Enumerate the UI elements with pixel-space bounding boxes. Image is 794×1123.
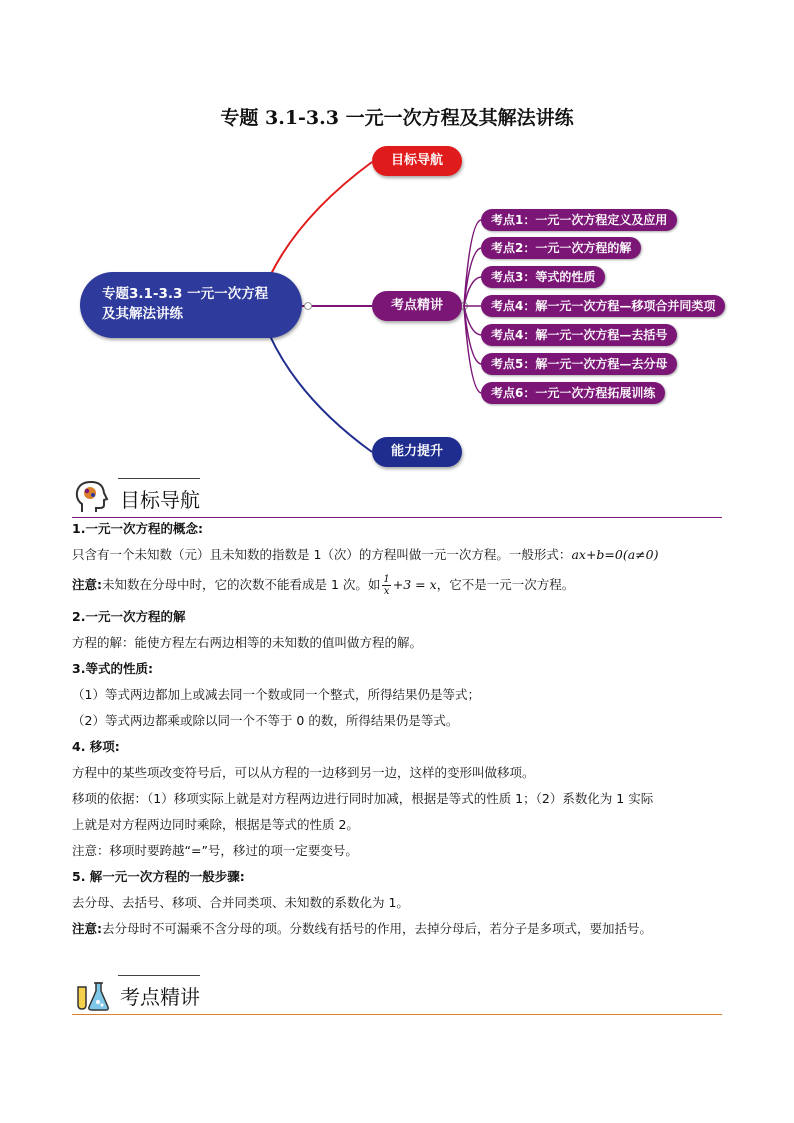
mindmap-connectors <box>0 0 794 480</box>
brain-head-icon <box>72 478 112 516</box>
note <box>72 916 732 942</box>
formula: ax+b=0(a≠0) <box>571 547 659 562</box>
note-label: 注意: <box>72 921 102 936</box>
paragraph: 方程中的某些项改变符号后，可以从方程的一边移到另一边，这样的变形叫做移项。 <box>72 765 535 780</box>
text: 只含有一个未知数（元）且未知数的指数是 1（次）的方程叫做一元一次方程。一般形式： <box>72 547 572 562</box>
leaf-point-5: 考点5：解一元一次方程—去分母 <box>481 353 677 375</box>
mindmap-hub: 专题3.1-3.3 一元一次方程及其解法讲练 <box>80 272 302 338</box>
list-item: （1）等式两边都加上或减去同一个数或同一个整式，所得结果仍是等式； <box>72 687 480 702</box>
leaf-point-4b: 考点4：解一元一次方程—去括号 <box>481 324 677 346</box>
section-heading-goal-navigation <box>72 478 722 518</box>
branch-goal-navigation: 目标导航 <box>372 146 462 176</box>
section-title: 考点精讲 <box>120 985 200 1009</box>
note-label: 注意: <box>72 577 102 592</box>
page-title: 专题 3.1-3.3 一元一次方程及其解法讲练 <box>220 107 574 129</box>
leaf-point-1: 考点1：一元一次方程定义及应用 <box>481 209 677 231</box>
section-title: 目标导航 <box>120 488 200 512</box>
paragraph-heading: 5. 解一元一次方程的一般步骤: <box>72 869 245 884</box>
note <box>72 568 732 602</box>
paragraph-heading: 4. 移项: <box>72 739 120 754</box>
leaf-point-3: 考点3：等式的性质 <box>481 266 605 288</box>
fraction-numerator: 1 <box>383 574 390 585</box>
section-heading-key-points <box>72 975 722 1015</box>
fraction <box>382 574 390 597</box>
paragraph-heading: 2.一元一次方程的解 <box>72 609 186 624</box>
text: 去分母时不可漏乘不含分母的项。分数线有括号的作用，去掉分母后，若分子是多项式，要加括号。 <box>102 921 653 936</box>
paragraph: 移项的依据：（1）移项实际上就是对方程两边进行同时加减，根据是等式的性质 1；（2）系数化为 1 实际 <box>72 791 654 806</box>
branch-key-points: 考点精讲 <box>372 291 462 321</box>
flask-icon <box>72 975 112 1013</box>
leaf-point-2: 考点2：一元一次方程的解 <box>481 237 641 259</box>
fraction-denominator: x <box>383 586 390 597</box>
paragraph <box>72 542 732 568</box>
paragraph: 方程的解：能使方程左右两边相等的未知数的值叫做方程的解。 <box>72 635 423 650</box>
text: ，它不是一元一次方程。 <box>436 577 575 592</box>
paragraph: 去分母、去括号、移项、合并同类项、未知数的系数化为 1。 <box>72 895 409 910</box>
paragraph: 注意：移项时要跨越“=”号，移过的项一定要变号。 <box>72 843 358 858</box>
text: 未知数在分母中时，它的次数不能看成是 1 次。如 <box>102 577 381 592</box>
section-body-goal-navigation <box>72 516 732 942</box>
paragraph-heading: 1.一元一次方程的概念: <box>72 521 203 536</box>
branch-ability-improvement: 能力提升 <box>372 437 462 467</box>
formula: +3 = x <box>392 577 437 592</box>
leaf-point-6: 考点6：一元一次方程拓展训练 <box>481 382 665 404</box>
leaf-point-4a: 考点4：解一元一次方程—移项合并同类项 <box>481 295 725 317</box>
list-item: （2）等式两边都乘或除以同一个不等于 0 的数，所得结果仍是等式。 <box>72 713 459 728</box>
paragraph-heading: 3.等式的性质: <box>72 661 153 676</box>
paragraph: 上就是对方程两边同时乘除，根据是等式的性质 2。 <box>72 817 359 832</box>
